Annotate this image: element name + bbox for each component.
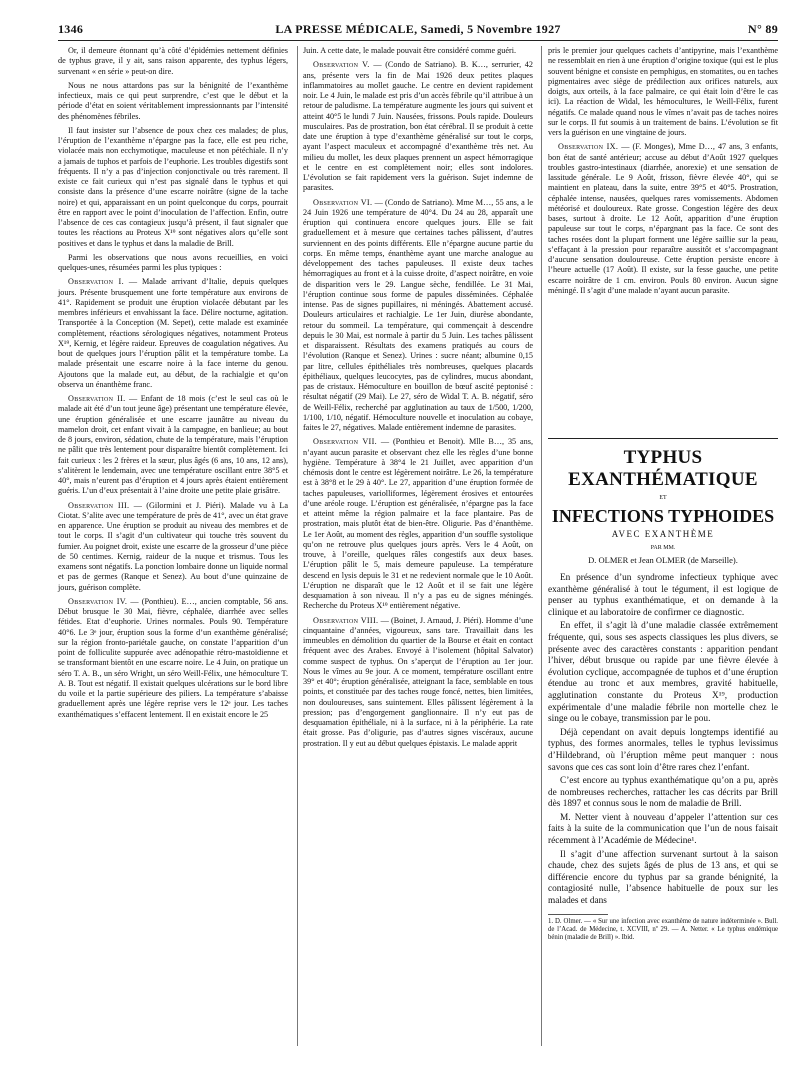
observation-text: — (Boinet, J. Arnaud, J. Piéri). Homme d’une cinquantaine d’années, vigoureux, sans tare. Travaillait dans les immeubles en démolition du quartier de la Bourse et était en contact fréquent avec des Arabes. Envoyé à l’isolement (hôpital Salvator) comme suspect de typhus. On s’aperçut de l’éruption au 1er jour. Nous le vîmes au 9e jour. A ce moment, température oscillant entre 39° et 40°; éruption généralisée, atteignant la face, semblable en tous points, et constituée par des taches rouge foncé, nettes, bien limitées, non douloureuses, sans suintement. Elles pâlissent légèrement à la pression; pas d’engorgement ganglionnaire. Il n’y eut pas de desquamation épithéliale, ni à la surface, ni à la périphérie. La rate était grosse. Pas d’oligurie, pas d’autres signes viscéraux, aucune prostration. Il y eut au début quelques épistaxis. Le malade apprit bbox=[303, 615, 533, 748]
observation-text: — (F. Monges), Mme D…, 47 ans, 3 enfants, bon état de santé antérieur; accuse au début d’Août 1927 quelques troubles gastro-intestinaux (diarrhée, anorexie) et une sensation de lassitude générale. Le 9 Août, frisson, fièvre élevée 40°, qui se maintient en plateau, dans la suite, entre 39°5 et 40°5. Prostration, céphalée intense, nausées, quelques rares vomissements. Abdomen météorisé et douloureux. Rate grosse. Congestion légère des deux bases, surtout à droite. Le 12 Août, apparition d’une éruption papuleuse sur tout le corps, n’épargnant pas la face. Ce sont des taches rosées dont la plupart forment une légère saillie sur la peau, s’effaçant à la pression pour reparaître aussitôt et s’accompagnant d’aucune sensation douloureuse. Cette éruption persiste encore à l’heure actuelle (17 Août). Il existe, sur la fesse gauche, une petite escarre noirâtre de 1 cm. environ. Pouls 80 environ. Aucun signe méningé. Il s’agit d’une malade n’ayant aucun parasite. bbox=[548, 142, 779, 295]
observation-1 bbox=[58, 277, 288, 390]
observation-text: — (Ponthieu et Benoit). Mlle B…, 35 ans, n’ayant aucun parasite et observant chez elle les règles d’une bonne hygiène. Température à 38°4 le 21 Juillet, avec apparition d’un chémosis dont le centre est légèrement noirâtre. Le 26, la température est à 38°8 et le 29 à 40°. Le 27, apparition d’une éruption formée de taches papuleuses, variolliformes, légèrement érosives et entourées d’une aréole rouge. L’éruption est généralisée, n’épargne pas la face et atteint même la région palmaire et la face plantaire. Pas de prostration, mais plutôt état de bien-être. Oligurie. Pas d’énanthème. Le 1er Août, au moment des règles, apparition d’un souffle systolique qu’on ne retrouve plus quelques jours après. Vers le 4 Août, on trouve, à l’oreille, quelques râles congestifs aux deux bases. L’éruption pâlit le 5, mais demeure papuleuse. La température descend en lysis depuis le 31 et ne redevient normale que le 10 Août. L’éruption ne disparaît que le 12 Août et il se fait une légère desquamation à son niveau. Il n’y a pas eu de signes méningés. Recherche du Proteus X¹⁹ entièrement négative. bbox=[303, 437, 533, 611]
observation-label: Observation IX. bbox=[558, 142, 619, 152]
paragraph: En effet, il s’agit là d’une maladie classée extrêmement fréquente, qui, sous ses aspects classiques les plus divers, se présente avec des caractères constants : apparition pendant l’hiver, début brusque ou rapide par une fièvre élevée à évolution cyclique, accompagnée de tuphos et d’une éruption étendue au tronc et aux membres, gravité habituelle, agglutination constante du Proteus X¹⁹, production expérimentale d’une maladie fébrile non mortelle chez le singe ou le cobaye, transmission par le pou. bbox=[548, 621, 778, 725]
issue-number: N° 89 bbox=[748, 22, 778, 36]
paragraph: pris le premier jour quelques cachets d’antipyrine, mais l’exanthème ne ressemblait en rien à une éruption d’origine toxique (qui est le plus souvent bénigne et consiste en pemphigus, en stomatites, ou en taches pigmentaires avec siège de prédilection aux orifices naturels, aux doigts, aux orteils, à la face palmaire, ce qui était loin d’être le cas ici). La réaction de Widal, les hémocultures, le Weill-Félix, furent négatifs. Ce malade quand nous le vîmes n’avait pas de taches noires sur le corps. Il fut soumis à un traitement de bains. L’évolution se fit vers la guérison en une vingtaine de jours. bbox=[548, 46, 778, 137]
column-3-continuation bbox=[548, 46, 778, 434]
article-body bbox=[548, 573, 778, 908]
page-number: 1346 bbox=[58, 22, 84, 36]
observation-label: Observation VIII. bbox=[313, 615, 379, 625]
page-header bbox=[58, 22, 778, 38]
byline-prefix: PAR MM. bbox=[650, 544, 676, 551]
observation-7 bbox=[303, 437, 533, 611]
paragraph: C’est encore au typhus exanthématique qu’on a pu, après de nombreuses recherches, rattacher les cas décrits par Brill dès 1897 et connus sous le nom de maladie de Brill. bbox=[548, 776, 778, 810]
paragraph: En présence d’un syndrome infectieux typhique avec exanthème généralisé à tout le tégument, il est logique de penser au typhus exanthématique, et on demande à la clinique et au laboratoire de confirmer ce diagnostic. bbox=[548, 573, 778, 618]
observation-label: Observation VII. bbox=[313, 437, 377, 447]
observation-text: — (Condo de Satriano). Mme M…, 55 ans, a le 24 Juin 1926 une température de 40°4. Du 24 au 28, apparaît une éruption qui continuera encore quelques jours. Elle se fait graduellement et à mesure que certaines taches pâlissent, d’autres surviennent en des points différents. Elle n’épargne aucune partie du corps. En même temps, énanthème ayant une marche analogue au développement des taches papuleuses. Il existe deux taches hémorragiques au front et à la cuisse droite, d’aspect noirâtre, en voie de disparition vers le 29. Langue sèche, fendillée. Le 31 Mai, l’éruption continue sous forme de papules disséminées. Céphalée intense. Pas de signes pupillaires, ni méningés. Abattement accusé. Douleurs articulaires et rachialgie. Le 1er Juin, diurèse abondante, retour du sommeil. La température, qui commençait à descendre depuis le 30 Mai, est normale à partir du 5 Juin. Les taches pâlissent et disparaissent. Résultats des examens pratiqués au cours de l’évolution (Ranque et Senez). Urines : sucre néant; albumine 0,15 par litre, cellules épithéliales très nombreuses, quelques placards épithéliaux, quelques leucocytes, pas de cylindres, mucus abondant, pas de cristaux. Hémoculture en bouillon de bœuf ascité peptonisé : résultat négatif (29 Mai). Le 27, séro de Widal T. A. B. négatif, séro de Weill-Félix, recherché par agglutination au taux de 1/500, 1/200, 1/100, 1/10, négatif. Hémoculture nouvelle et inoculation au cobaye, faites le 27, négatives. Malade entièrement indemne de parasites. bbox=[303, 197, 533, 432]
paragraph: Il s’agit d’une affection survenant surtout à la saison chaude, chez des sujets âgés de plus de 13 ans, et qui se différencie encore du typhus par sa grande bénignité, la contagiosité nulle, l’absence habituelle de poux sur les malades et dans bbox=[548, 849, 778, 907]
paragraph: Déjà cependant on avait depuis longtemps identifié au typhus, des formes anormales, telles le typhus levissimus d’Hildebrand, où l’éruption même peut manquer : nous savons que ces cas sont loin d’être rares chez l’enfant. bbox=[548, 727, 778, 773]
article-subtitle-2: AVEC EXANTHÈME bbox=[611, 529, 715, 540]
header-rule bbox=[58, 40, 778, 41]
observation-3 bbox=[58, 501, 288, 593]
footnote: 1. D. Olmer. — « Sur une infection avec exanthème de nature indéterminée ». Bull. de l’Acad. de Médecine, t. XCVIII, nº 29. — A. Netter. « Le typhus endémique bénin (maladie de Brill) ». Ibid. bbox=[548, 917, 778, 942]
observation-8 bbox=[303, 616, 533, 749]
paragraph: Nous ne nous attardons pas sur la bénignité de l’exanthème infectieux, mais ce qui peut surprendre, c’est que le début et la période d’état en soient véritablement impressionnants par l’intensité des phénomènes fébriles. bbox=[58, 80, 288, 121]
article-separator bbox=[548, 438, 778, 439]
column-1 bbox=[58, 46, 288, 1056]
observation-2 bbox=[58, 394, 288, 497]
observation-6 bbox=[303, 198, 533, 434]
article-subtitle: INFECTIONS TYPHOIDES bbox=[551, 506, 775, 527]
paragraph: M. Netter vient à nouveau d’appeler l’attention sur ces faits à la suite de la communication que l’un de nous faisait récemment à l’Académie de Médecine¹. bbox=[548, 812, 778, 847]
observation-5 bbox=[303, 60, 533, 193]
observation-label: Observation I. bbox=[68, 277, 124, 287]
observation-label: Observation IV. bbox=[68, 596, 128, 606]
column-2 bbox=[303, 46, 533, 1056]
observation-text: — Malade arrivant d’Italie, depuis quelques jours. Présente brusquement une forte température aux environs de 41°. Rapidement se produit une éruption violacée débutant par les membres inférieurs et envahissant la face. Délire nocturne, agitation. Transportée à la Conception (M. Sepet), cette malade est examinée complètement, réactions sérologiques négatives, notamment Proteus X¹⁹, Kernig, et légère raideur. Epreuves de coagulation négatives. Au bout de quelques jours l’éruption pâlit et la température tombe. La malade présentait une escarre noire à la face interne du genou. Ajoutons que la malade eut, au début, de la rachialgie et qu’on observa un énanthème franc. bbox=[58, 277, 288, 389]
observation-label: Observation VI. bbox=[313, 197, 373, 207]
article-title: TYPHUS EXANTHÉMATIQUE bbox=[568, 447, 758, 490]
paragraph: Il faut insister sur l’absence de poux chez ces malades; de plus, l’éruption de l’exanthème n’épargne pas la face, elle est peu riche, violacée mais non ecchymotique, maculeuse et non pétéchiale. Il n’y a jamais de tuphos et parfois de l’euphorie. Les troubles digestifs sont fréquents. Il n’y a pas d’injection conjonctivale ou très rarement. Il existe ce fait curieux qui n’est pas signalé dans le typhus et qui consiste dans la présence d’une escarre noirâtre (signe de la tache noire) et qui, apparaissant en un point quelconque du corps, pourrait être en rapport avec le point d’inoculation de l’affection. Enfin, outre l’absence de ces cas contagieux jusqu’à présent, il faut signaler que toutes les réactions au Proteus X¹⁹ sont négatives alors qu’elle sont positives et dans le typhus et dans la maladie de Brill. bbox=[58, 125, 288, 248]
journal-title: LA PRESSE MÉDICALE, Samedi, 5 Novembre 1927 bbox=[275, 22, 561, 36]
observation-label: Observation III. bbox=[68, 500, 130, 510]
column-divider bbox=[541, 46, 542, 1046]
paragraph: Parmi les observations que nous avons recueillies, en voici quelques-unes, résumées parmi les plus typiques : bbox=[58, 252, 288, 272]
observation-label: Observation II. bbox=[68, 394, 126, 403]
article-conjunction: ET bbox=[659, 495, 667, 501]
observation-4 bbox=[58, 597, 288, 720]
observation-text: — Enfant de 18 mois (c’est le seul cas où le malade ait été d’un tout jeune âge) présentant une température élevée, une éruption généralisée et une escarre jaunâtre au niveau du mamelon droit, cet enfant vivait à la campagne, en banlieue; au bout de 8 jours, environ, sédation, chute de la température, mais l’éruption ne pâlit que très lentement pour disparaître bientôt complètement. Ici fait curieux : les 2 frères et la sœur, plus âgés (6 ans, 10 ans, 12 ans), s’alitèrent le lendemain, avec une température oscillant entre 38°5 et 40°, mais n’eurent pas d’éruption et 4 jours après étaient entièrement guéris. L’un d’eux présentait à l’aine droite une petite plaie grisâtre. bbox=[58, 394, 288, 496]
article-authors: D. OLMER et Jean OLMER (de Marseille). bbox=[588, 554, 738, 565]
observation-text: — (Gilormini et J. Piéri). Malade vu à La Ciotat. S’alite avec une température de près de 41°, avec un état grave en apparence. Une éruption se produit au niveau des membres et de tout le corps. Il s’agit d’un cultivateur qui touche très souvent du fumier. Au poignet droit, existe une escarre de la grosseur d’une pièce de 50 centimes. Kernig, raideur de la nuque et trismus. Tous les examens sont négatifs. La ponction lombaire donne un liquide normal et pas de germes (Ranque et Senez). Au bout d’une quinzaine de jours, guérison complète. bbox=[58, 500, 288, 592]
observation-text: — (Condo de Satriano). B. K…, serrurier, 42 ans, présente vers la fin de Mai 1926 deux petites plaques inflammatoires au mollet gauche. Le centre en devient rapidement noir. Le 4 Juin, le malade est pris d’un accès fébrile qu’il attribue à un retour de paludisme. La température augmente les jours qui suivent et atteint 40°5 le lundi 7 Juin. Nausées, frissons. Pouls rapide. Douleurs musculaires. Pas de prostration, bon état cérébral. Il se produit à cette date une éruption à type d’exanthème généralisé sur tout le corps, ayant l’aspect maculeux et accompagné d’exanthème très net. Au milieu du mollet, les deux plaques prennent un aspect hémorragique et le centre en est complètement noir; elles sont indolores. L’évolution se fait rapidement vers la guérison. Sujet indemne de parasites. bbox=[303, 60, 533, 193]
column-divider bbox=[297, 46, 298, 1046]
observation-9 bbox=[548, 142, 778, 296]
footnote-rule bbox=[548, 914, 608, 915]
column-3 bbox=[548, 46, 778, 943]
paragraph: Or, il demeure étonnant qu’à côté d’épidémies nettement définies de typhus grave, il y ait, sans raison apparente, des typhus légers, survenant « en série » peut-on dire. bbox=[58, 46, 288, 76]
observation-label: Observation V. bbox=[313, 60, 370, 70]
observation-text: — (Ponthieu). E…, ancien comptable, 56 ans. Début brusque le 30 Mai, fièvre, céphalée, diarrhée avec selles fétides. Etat d’euphorie. Urines normales. Pouls 90. Température 40°6. Le 3ᵉ jour, éruption sous la forme d’un exanthème généralisé; sur la région fronto-pariétale gauche, on constate l’apparition d’un point de folliculite suppurée avec adénopathie rétro-mastoïdienne et se transformant bientôt en une escarre noire. Le 4 Juin, on pratique un séro T. A. B., un séro Wright, un séro Weill-Félix, une hémoculture T. A. B. Tout est négatif. Il existait quelques ulcérations sur le bord libre du voile et la partie supérieure des piliers. La température s’abaisse graduellement après une légère reprise vers le 12ᵉ jour. Les taches exanthématiques s’effacent lentement. Il en existait encore le 25 bbox=[58, 596, 289, 719]
paragraph: Juin. A cette date, le malade pouvait être considéré comme guéri. bbox=[303, 46, 517, 55]
